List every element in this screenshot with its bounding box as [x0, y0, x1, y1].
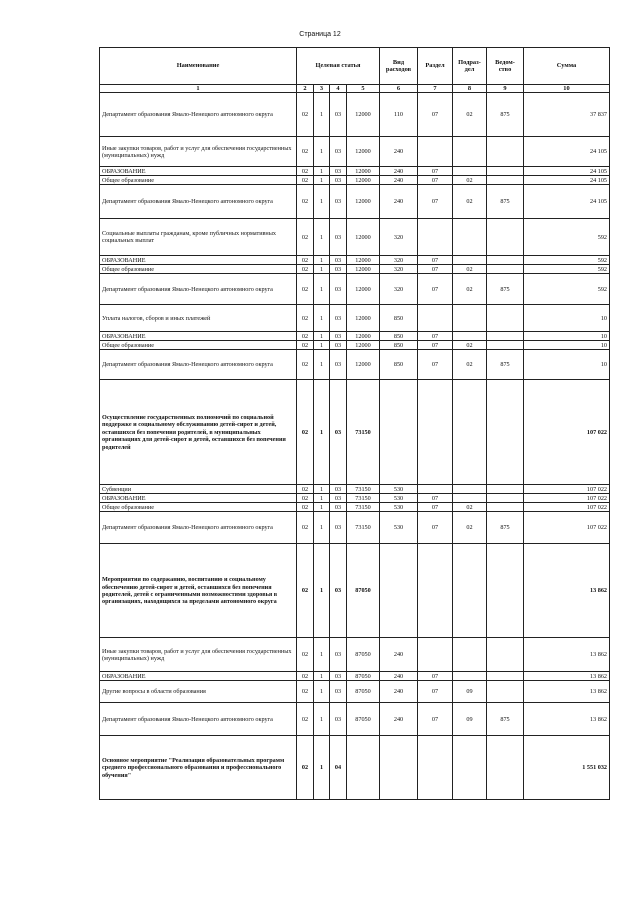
- row-code-c2: 02: [297, 176, 314, 185]
- row-code-c6: 240: [380, 176, 418, 185]
- row-code-c6: 240: [380, 185, 418, 219]
- row-code-c3: 1: [314, 544, 330, 638]
- row-code-c5: 87050: [347, 544, 380, 638]
- row-name: Уплата налогов, сборов и иных платежей: [100, 305, 297, 332]
- row-code-c4: 03: [330, 265, 347, 274]
- row-code-c4: 03: [330, 512, 347, 544]
- row-code-c8: [453, 305, 487, 332]
- table-row: [100, 341, 610, 350]
- row-code-c8: [453, 736, 487, 800]
- row-amount: 37 837: [524, 93, 610, 137]
- row-code-c3: 1: [314, 681, 330, 703]
- row-code-c5: 12000: [347, 219, 380, 256]
- row-code-c2: 02: [297, 305, 314, 332]
- column-number: 5: [347, 85, 380, 93]
- header-section: Раздел: [418, 48, 453, 85]
- row-code-c5: 87050: [347, 703, 380, 736]
- row-code-c5: 12000: [347, 332, 380, 341]
- row-code-c6: 530: [380, 512, 418, 544]
- table-row: [100, 137, 610, 167]
- table-row: [100, 176, 610, 185]
- row-amount: 107 022: [524, 503, 610, 512]
- row-code-c8: 02: [453, 185, 487, 219]
- table-row: [100, 265, 610, 274]
- row-code-c3: 1: [314, 256, 330, 265]
- row-code-c4: 03: [330, 219, 347, 256]
- header-amount: Сумма: [524, 48, 610, 85]
- row-amount: 24 105: [524, 167, 610, 176]
- table-row: [100, 350, 610, 380]
- column-number: 4: [330, 85, 347, 93]
- row-code-c2: 02: [297, 219, 314, 256]
- row-amount: 24 105: [524, 137, 610, 167]
- row-code-c7: 07: [418, 332, 453, 341]
- row-code-c6: [380, 380, 418, 485]
- row-code-c5: 12000: [347, 274, 380, 305]
- column-number: 8: [453, 85, 487, 93]
- table-row: [100, 485, 610, 494]
- column-number-row: [100, 85, 610, 93]
- row-name: Общее образование: [100, 503, 297, 512]
- row-code-c8: 02: [453, 341, 487, 350]
- row-code-c4: 03: [330, 137, 347, 167]
- row-code-c9: 875: [487, 274, 524, 305]
- row-code-c9: 875: [487, 703, 524, 736]
- row-code-c9: [487, 544, 524, 638]
- row-name: Общее образование: [100, 176, 297, 185]
- row-code-c3: 1: [314, 736, 330, 800]
- table-row: [100, 305, 610, 332]
- row-code-c6: 320: [380, 219, 418, 256]
- row-code-c2: 02: [297, 274, 314, 305]
- row-code-c4: 03: [330, 93, 347, 137]
- row-code-c4: 03: [330, 341, 347, 350]
- row-code-c5: 87050: [347, 672, 380, 681]
- row-code-c4: 03: [330, 681, 347, 703]
- row-code-c2: 02: [297, 93, 314, 137]
- table-row: [100, 274, 610, 305]
- row-code-c2: 02: [297, 137, 314, 167]
- row-code-c9: 875: [487, 185, 524, 219]
- row-amount: 592: [524, 274, 610, 305]
- table-row: [100, 512, 610, 544]
- row-code-c8: [453, 672, 487, 681]
- row-code-c7: [418, 380, 453, 485]
- row-code-c7: [418, 544, 453, 638]
- row-code-c5: 73150: [347, 503, 380, 512]
- table-row: [100, 638, 610, 672]
- row-name: Департамент образования Ямало-Ненецкого автономного округа: [100, 703, 297, 736]
- row-amount: 1 551 032: [524, 736, 610, 800]
- row-name: Субвенции: [100, 485, 297, 494]
- row-code-c6: 240: [380, 681, 418, 703]
- header-department: Ведом-ство: [487, 48, 524, 85]
- row-code-c2: 02: [297, 485, 314, 494]
- row-code-c7: 07: [418, 672, 453, 681]
- row-code-c3: 1: [314, 332, 330, 341]
- row-code-c2: 02: [297, 503, 314, 512]
- row-code-c6: 240: [380, 703, 418, 736]
- header-target: Целевая статья: [297, 48, 380, 85]
- row-code-c3: 1: [314, 503, 330, 512]
- row-code-c7: [418, 137, 453, 167]
- row-code-c6: 240: [380, 638, 418, 672]
- row-code-c4: 03: [330, 494, 347, 503]
- row-code-c7: 07: [418, 703, 453, 736]
- row-amount: 592: [524, 256, 610, 265]
- table-row: [100, 256, 610, 265]
- row-code-c5: 12000: [347, 256, 380, 265]
- column-number: 10: [524, 85, 610, 93]
- row-code-c4: 03: [330, 256, 347, 265]
- row-amount: 13 862: [524, 672, 610, 681]
- row-code-c3: 1: [314, 350, 330, 380]
- row-code-c5: 12000: [347, 305, 380, 332]
- row-code-c8: 09: [453, 703, 487, 736]
- row-code-c7: [418, 638, 453, 672]
- row-code-c8: 02: [453, 265, 487, 274]
- row-code-c6: 240: [380, 672, 418, 681]
- row-code-c9: [487, 305, 524, 332]
- column-number: 3: [314, 85, 330, 93]
- row-code-c7: 07: [418, 185, 453, 219]
- row-amount: 592: [524, 265, 610, 274]
- row-code-c7: 07: [418, 265, 453, 274]
- table-row: [100, 503, 610, 512]
- row-code-c9: [487, 176, 524, 185]
- row-code-c3: 1: [314, 380, 330, 485]
- row-code-c7: [418, 736, 453, 800]
- table-body: [100, 93, 610, 800]
- row-name: Департамент образования Ямало-Ненецкого автономного округа: [100, 93, 297, 137]
- row-name: Департамент образования Ямало-Ненецкого автономного округа: [100, 185, 297, 219]
- row-code-c3: 1: [314, 703, 330, 736]
- row-amount: 107 022: [524, 494, 610, 503]
- row-code-c9: [487, 219, 524, 256]
- row-code-c3: 1: [314, 494, 330, 503]
- row-code-c7: 07: [418, 176, 453, 185]
- row-code-c6: 530: [380, 494, 418, 503]
- row-code-c9: [487, 503, 524, 512]
- row-amount: 10: [524, 332, 610, 341]
- row-code-c4: 03: [330, 167, 347, 176]
- row-amount: 13 862: [524, 681, 610, 703]
- row-code-c4: 03: [330, 638, 347, 672]
- table-row: [100, 93, 610, 137]
- row-code-c5: 73150: [347, 380, 380, 485]
- row-code-c9: 875: [487, 93, 524, 137]
- row-code-c4: 03: [330, 672, 347, 681]
- row-code-c3: 1: [314, 137, 330, 167]
- row-code-c8: 02: [453, 503, 487, 512]
- row-code-c2: 02: [297, 332, 314, 341]
- row-code-c7: 07: [418, 256, 453, 265]
- row-code-c6: [380, 736, 418, 800]
- row-code-c9: [487, 672, 524, 681]
- row-code-c2: 02: [297, 494, 314, 503]
- row-name: Общее образование: [100, 341, 297, 350]
- row-code-c4: 03: [330, 176, 347, 185]
- column-number: 1: [100, 85, 297, 93]
- table-row: [100, 332, 610, 341]
- row-code-c8: [453, 638, 487, 672]
- row-name: Другие вопросы в области образования: [100, 681, 297, 703]
- row-code-c4: 03: [330, 380, 347, 485]
- row-code-c2: 02: [297, 380, 314, 485]
- row-code-c9: [487, 256, 524, 265]
- row-name: Иные закупки товаров, работ и услуг для обеспечения государственных (муниципальных) нужд: [100, 638, 297, 672]
- row-code-c4: 03: [330, 274, 347, 305]
- row-code-c4: 03: [330, 544, 347, 638]
- row-code-c7: 07: [418, 341, 453, 350]
- row-code-c6: 320: [380, 256, 418, 265]
- row-name: ОБРАЗОВАНИЕ: [100, 167, 297, 176]
- row-code-c5: 12000: [347, 185, 380, 219]
- row-code-c5: 12000: [347, 350, 380, 380]
- row-code-c5: 12000: [347, 93, 380, 137]
- row-code-c2: 02: [297, 265, 314, 274]
- row-code-c2: 02: [297, 350, 314, 380]
- row-code-c7: 07: [418, 167, 453, 176]
- row-name: ОБРАЗОВАНИЕ: [100, 494, 297, 503]
- row-code-c7: 07: [418, 494, 453, 503]
- row-code-c9: [487, 494, 524, 503]
- row-code-c4: 03: [330, 485, 347, 494]
- row-name: Осуществление государственных полномочий по социальной поддержке и социальному обслуживанию детей-сирот и детей, оставшихся без попечения родителей, в муниципальных организациях для детей-сирот и детей, оставшихся без попечения родителей: [100, 380, 297, 485]
- row-code-c9: [487, 265, 524, 274]
- row-code-c7: 07: [418, 350, 453, 380]
- column-number: 7: [418, 85, 453, 93]
- table-row: [100, 185, 610, 219]
- row-name: Департамент образования Ямало-Ненецкого автономного округа: [100, 350, 297, 380]
- row-code-c8: [453, 256, 487, 265]
- row-code-c5: 73150: [347, 512, 380, 544]
- row-code-c8: [453, 380, 487, 485]
- row-code-c8: 09: [453, 681, 487, 703]
- row-code-c2: 02: [297, 544, 314, 638]
- row-name: ОБРАЗОВАНИЕ: [100, 672, 297, 681]
- row-code-c2: 02: [297, 185, 314, 219]
- row-code-c5: 12000: [347, 265, 380, 274]
- row-code-c2: 02: [297, 703, 314, 736]
- row-code-c9: 875: [487, 350, 524, 380]
- table-row: [100, 681, 610, 703]
- row-code-c6: 850: [380, 350, 418, 380]
- row-amount: 13 862: [524, 638, 610, 672]
- row-code-c3: 1: [314, 93, 330, 137]
- row-code-c5: 87050: [347, 681, 380, 703]
- row-amount: 24 105: [524, 176, 610, 185]
- row-code-c6: 320: [380, 265, 418, 274]
- row-code-c3: 1: [314, 341, 330, 350]
- row-code-c4: 03: [330, 305, 347, 332]
- row-code-c2: 02: [297, 167, 314, 176]
- row-code-c4: 04: [330, 736, 347, 800]
- row-code-c8: 02: [453, 274, 487, 305]
- table-row: [100, 494, 610, 503]
- header-name: Наименование: [100, 48, 297, 85]
- row-code-c4: 03: [330, 332, 347, 341]
- row-name: Иные закупки товаров, работ и услуг для обеспечения государственных (муниципальных) нужд: [100, 137, 297, 167]
- row-name: Основное мероприятие "Реализация образовательных программ среднего профессионального образования и профессионального обучения": [100, 736, 297, 800]
- row-amount: 10: [524, 305, 610, 332]
- row-name: Общее образование: [100, 265, 297, 274]
- row-name: Мероприятия по содержанию, воспитанию и социальному обеспечению детей-сирот и детей, оставшихся без попечения родителей, детей с ограниченными возможностями здоровья в организациях, находящихся за пределами автономного округа: [100, 544, 297, 638]
- row-code-c2: 02: [297, 672, 314, 681]
- row-code-c5: 12000: [347, 341, 380, 350]
- row-amount: 13 862: [524, 703, 610, 736]
- row-amount: 107 022: [524, 380, 610, 485]
- row-code-c7: [418, 485, 453, 494]
- table-row: [100, 219, 610, 256]
- page-header: Страница 12: [299, 31, 341, 38]
- row-amount: 10: [524, 341, 610, 350]
- header-row: [100, 48, 610, 85]
- row-code-c7: 07: [418, 681, 453, 703]
- row-code-c7: [418, 219, 453, 256]
- row-code-c9: [487, 485, 524, 494]
- row-code-c9: [487, 341, 524, 350]
- row-code-c3: 1: [314, 274, 330, 305]
- row-code-c8: 02: [453, 512, 487, 544]
- row-name: ОБРАЗОВАНИЕ: [100, 256, 297, 265]
- row-code-c8: [453, 494, 487, 503]
- row-code-c8: [453, 219, 487, 256]
- row-amount: 10: [524, 350, 610, 380]
- row-code-c3: 1: [314, 638, 330, 672]
- row-code-c2: 02: [297, 736, 314, 800]
- row-code-c4: 03: [330, 185, 347, 219]
- row-code-c7: 07: [418, 274, 453, 305]
- row-code-c8: [453, 544, 487, 638]
- row-code-c9: [487, 736, 524, 800]
- row-code-c6: 320: [380, 274, 418, 305]
- row-code-c3: 1: [314, 167, 330, 176]
- row-code-c8: 02: [453, 176, 487, 185]
- row-code-c6: 530: [380, 485, 418, 494]
- row-code-c6: [380, 544, 418, 638]
- row-amount: 13 862: [524, 544, 610, 638]
- row-name: Департамент образования Ямало-Ненецкого автономного округа: [100, 512, 297, 544]
- row-code-c9: 875: [487, 512, 524, 544]
- row-code-c3: 1: [314, 672, 330, 681]
- column-number: 2: [297, 85, 314, 93]
- row-code-c5: 12000: [347, 167, 380, 176]
- row-code-c8: 02: [453, 93, 487, 137]
- row-amount: 24 105: [524, 185, 610, 219]
- row-code-c6: 530: [380, 503, 418, 512]
- row-code-c7: 07: [418, 512, 453, 544]
- row-code-c7: 07: [418, 93, 453, 137]
- row-code-c6: 850: [380, 305, 418, 332]
- row-code-c6: 850: [380, 332, 418, 341]
- row-code-c3: 1: [314, 305, 330, 332]
- table-row: [100, 380, 610, 485]
- row-code-c5: 12000: [347, 176, 380, 185]
- row-code-c4: 03: [330, 503, 347, 512]
- row-code-c5: 73150: [347, 494, 380, 503]
- row-name: Департамент образования Ямало-Ненецкого автономного округа: [100, 274, 297, 305]
- row-code-c9: [487, 137, 524, 167]
- row-code-c2: 02: [297, 512, 314, 544]
- table-row: [100, 167, 610, 176]
- row-code-c8: [453, 137, 487, 167]
- row-amount: 107 022: [524, 512, 610, 544]
- row-code-c3: 1: [314, 512, 330, 544]
- row-code-c5: 87050: [347, 638, 380, 672]
- row-code-c2: 02: [297, 256, 314, 265]
- row-code-c8: 02: [453, 350, 487, 380]
- column-number: 9: [487, 85, 524, 93]
- row-amount: 107 022: [524, 485, 610, 494]
- row-code-c9: [487, 380, 524, 485]
- row-code-c2: 02: [297, 638, 314, 672]
- row-code-c7: [418, 305, 453, 332]
- header-expense-type: Вид расходов: [380, 48, 418, 85]
- row-code-c3: 1: [314, 219, 330, 256]
- row-amount: 592: [524, 219, 610, 256]
- row-name: Социальные выплаты гражданам, кроме публичных нормативных социальных выплат: [100, 219, 297, 256]
- table-row: [100, 703, 610, 736]
- row-code-c2: 02: [297, 681, 314, 703]
- table-row: [100, 736, 610, 800]
- row-code-c5: 12000: [347, 137, 380, 167]
- table-row: [100, 672, 610, 681]
- row-code-c5: [347, 736, 380, 800]
- row-code-c9: [487, 332, 524, 341]
- row-code-c8: [453, 332, 487, 341]
- row-code-c3: 1: [314, 185, 330, 219]
- table-row: [100, 544, 610, 638]
- row-code-c7: 07: [418, 503, 453, 512]
- row-code-c2: 02: [297, 341, 314, 350]
- row-code-c6: 240: [380, 167, 418, 176]
- row-code-c8: [453, 167, 487, 176]
- header-subsection: Подраз-дел: [453, 48, 487, 85]
- row-code-c6: 110: [380, 93, 418, 137]
- row-code-c5: 73150: [347, 485, 380, 494]
- row-code-c6: 850: [380, 341, 418, 350]
- row-name: ОБРАЗОВАНИЕ: [100, 332, 297, 341]
- row-code-c4: 03: [330, 350, 347, 380]
- row-code-c3: 1: [314, 485, 330, 494]
- row-code-c3: 1: [314, 265, 330, 274]
- row-code-c3: 1: [314, 176, 330, 185]
- row-code-c8: [453, 485, 487, 494]
- row-code-c9: [487, 681, 524, 703]
- budget-table: [99, 47, 610, 800]
- row-code-c6: 240: [380, 137, 418, 167]
- row-code-c9: [487, 638, 524, 672]
- row-code-c9: [487, 167, 524, 176]
- row-code-c4: 03: [330, 703, 347, 736]
- column-number: 6: [380, 85, 418, 93]
